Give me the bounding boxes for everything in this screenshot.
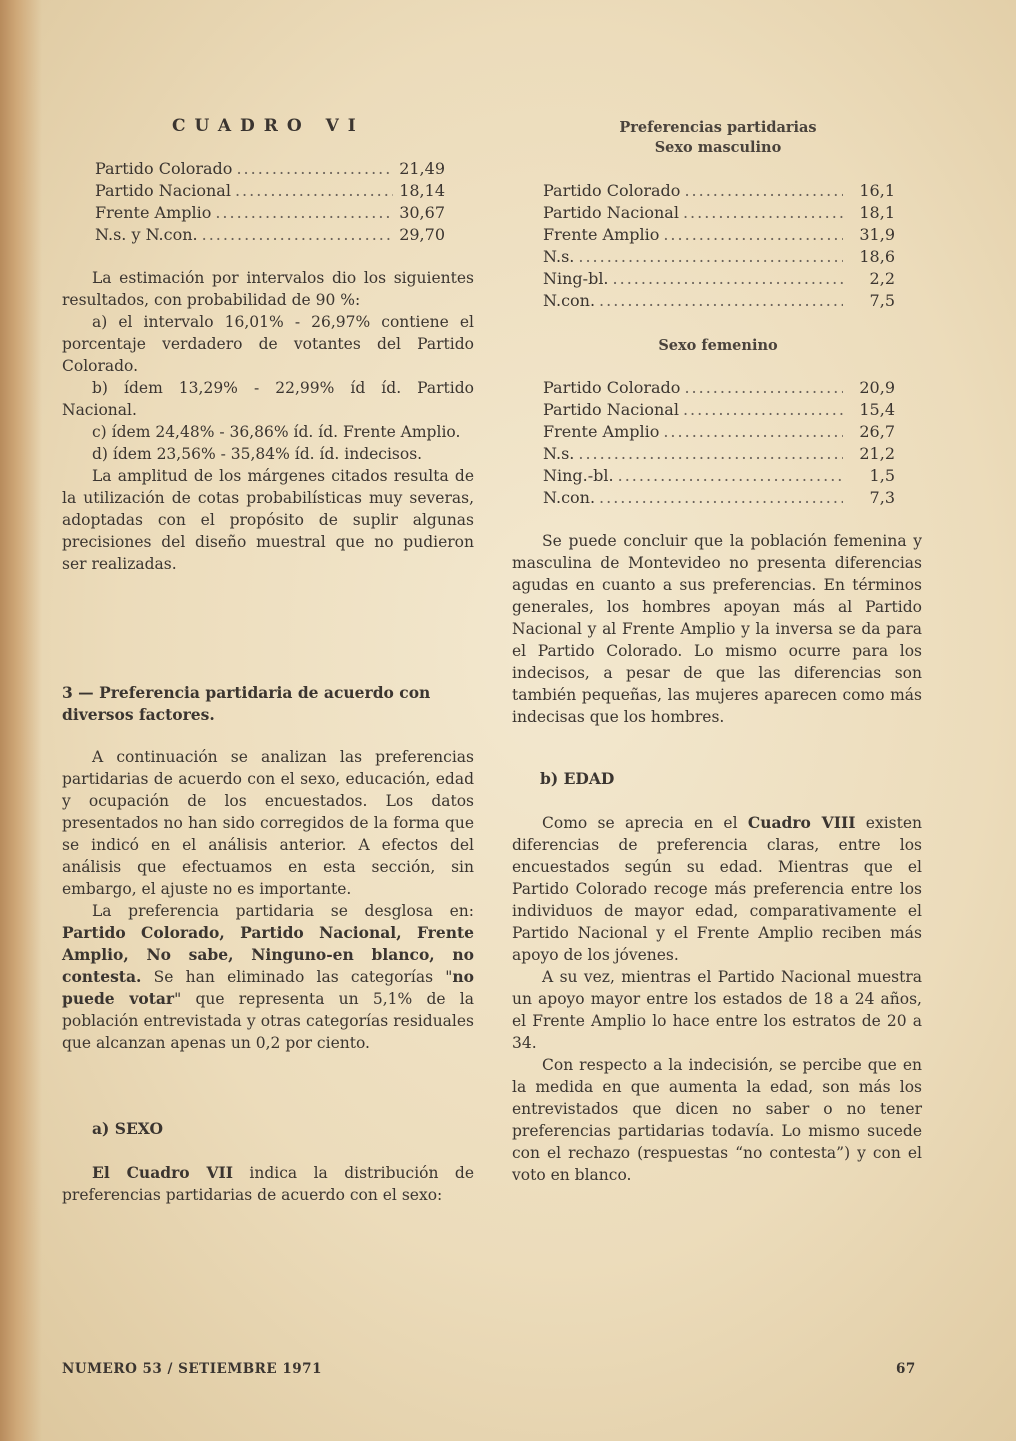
text-run-bold: Partido Colorado, Partido Nacional, Frente Amplio, No sabe, Ninguno-en blanco, no contesta. <box>62 923 474 986</box>
heading-line: Preferencias partidarias <box>619 119 817 136</box>
row-label: N.con. <box>543 291 596 310</box>
row-value: 7,3 <box>869 488 895 507</box>
table-row <box>543 224 895 246</box>
table-row <box>543 421 895 443</box>
left-column-end <box>62 1162 474 1206</box>
section-3-heading: 3 — Preferencia partidaria de acuerdo con diversos factores. <box>62 683 431 724</box>
row-value: 2,2 <box>869 269 895 288</box>
paragraph: c) ídem 24,48% - 36,86% íd. íd. Frente Amplio. <box>92 423 461 441</box>
table-row <box>95 224 445 246</box>
row-label: Partido Colorado <box>95 159 233 178</box>
row-label: Partido Nacional <box>543 203 679 222</box>
row-value: 30,67 <box>399 203 445 222</box>
text-run-bold: El Cuadro VII <box>92 1163 233 1182</box>
paragraph: a) el intervalo 16,01% - 26,97% contiene el porcentaje verdadero de votantes del Partido Colorado. <box>62 313 474 375</box>
row-value: 21,49 <box>399 159 445 178</box>
text-run: Se han eliminado las categorías " <box>141 968 453 986</box>
row-value: 29,70 <box>399 225 445 244</box>
cuadro-vi-title: CUADRO VI <box>172 116 365 136</box>
table-row <box>95 158 445 180</box>
text-run: indica la distribución de preferencias partidarias de acuerdo con el sexo: <box>62 1164 474 1204</box>
page-number: 67 <box>896 1361 916 1377</box>
row-label: Frente Amplio <box>95 203 212 222</box>
table-row <box>95 180 445 202</box>
table-row <box>543 443 895 465</box>
row-value: 20,9 <box>859 378 895 397</box>
table-row <box>95 202 445 224</box>
table-row <box>543 290 895 312</box>
row-value: 1,5 <box>869 466 895 485</box>
table-row <box>543 202 895 224</box>
row-label: Partido Nacional <box>543 400 679 419</box>
row-value: 18,14 <box>399 181 445 200</box>
cuadro-vi-table <box>95 158 445 246</box>
table-row <box>543 399 895 421</box>
paragraph: La amplitud de los márgenes citados resulta de la utilización de cotas probabilísticas muy severas, adoptadas con el propósito de suplir algunas precisiones del diseño muestral que no pudieron ser realizadas. <box>62 467 474 573</box>
right-column-edad <box>512 812 922 1186</box>
row-label: Partido Colorado <box>543 378 681 397</box>
masculino-table <box>543 180 895 312</box>
edad-heading: b) EDAD <box>540 769 615 788</box>
paragraph <box>512 812 922 966</box>
table-row <box>543 246 895 268</box>
text-run-bold: Cuadro VIII <box>747 813 856 832</box>
table-row <box>543 377 895 399</box>
page-edge-shadow <box>0 0 42 1441</box>
paragraph: A su vez, mientras el Partido Nacional muestra un apoyo mayor entre los estados de 18 a 24 años, el Frente Amplio lo hace entre los estratos de 20 a 34. <box>512 968 922 1052</box>
row-value: 16,1 <box>859 181 895 200</box>
row-label: Partido Nacional <box>95 181 231 200</box>
masculino-heading <box>560 118 876 158</box>
row-label: Frente Amplio <box>543 225 660 244</box>
table-row <box>543 180 895 202</box>
row-label: Frente Amplio <box>543 422 660 441</box>
paragraph: Con respecto a la indecisión, se percibe que en la medida en que aumenta la edad, son más los entrevistados que dicen no saber o no tener preferencias partidarias todavía. Lo mismo sucede con el rechazo (respuestas “no contesta”) y con el voto en blanco. <box>512 1056 922 1184</box>
table-row <box>543 268 895 290</box>
text-run: " que representa un 5,1% de la población entrevistada y otras categorías residuales que alcanzan apenas un 0,2 por ciento. <box>62 990 475 1052</box>
paragraph: La estimación por intervalos dio los siguientes resultados, con probabilidad de 90 %: <box>62 269 474 309</box>
paragraph: b) ídem 13,29% - 22,99% íd íd. Partido Nacional. <box>62 379 474 419</box>
heading-line: Sexo masculino <box>654 139 782 156</box>
row-label: N.s. <box>543 444 575 463</box>
femenino-table <box>543 377 895 509</box>
row-value: 15,4 <box>859 400 895 419</box>
femenino-heading: Sexo femenino <box>658 337 778 354</box>
text-run: existen diferencias de preferencia claras, entre los encuestados según su edad. Mientras que el Partido Colorado recoge más preferencia entre los individuos de mayor edad, comparativamente el Partido Nacional y el Frente Amplio reciben más apoyo de los jóvenes. <box>512 814 923 964</box>
row-label: Ning.-bl. <box>543 466 614 485</box>
paragraph: A continuación se analizan las preferencias partidarias de acuerdo con el sexo, educación, edad y ocupación de los encuestados. Los datos presentados no han sido corregidos de la forma que se indicó en el análisis anterior. A efectos del análisis que efectuamos en esta sección, sin embargo, el ajuste no es importante. <box>62 748 474 898</box>
paragraph <box>62 1162 474 1206</box>
right-column-conclusion <box>512 530 922 728</box>
text-run-bold: no puede votar <box>62 967 474 1008</box>
text-run: Como se aprecia en el <box>542 814 748 832</box>
sexo-heading: a) SEXO <box>92 1119 164 1138</box>
row-label: N.con. <box>543 488 596 507</box>
paragraph: Se puede concluir que la población femenina y masculina de Montevideo no presenta diferencias agudas en cuanto a sus preferencias. En términos generales, los hombres apoyan más al Partido Nacional y al Frente Amplio y la inversa se da para el Partido Colorado. Lo mismo ocurre para los indecisos, a pesar de que las diferencias son también pequeñas, las mujeres aparecen como más indecisas que los hombres. <box>512 532 922 726</box>
row-value: 21,2 <box>859 444 895 463</box>
paragraph: d) ídem 23,56% - 35,84% íd. íd. indecisos. <box>92 445 423 463</box>
paragraph <box>62 900 474 1054</box>
row-value: 18,6 <box>859 247 895 266</box>
text-run: La preferencia partidaria se desglosa en: <box>92 902 474 920</box>
table-row <box>543 487 895 509</box>
left-column-intro <box>62 267 474 575</box>
row-value: 18,1 <box>859 203 895 222</box>
row-value: 26,7 <box>859 422 895 441</box>
row-value: 7,5 <box>869 291 895 310</box>
row-value: 31,9 <box>859 225 895 244</box>
row-label: Ning-bl. <box>543 269 609 288</box>
table-row <box>543 465 895 487</box>
issue-footer: NUMERO 53 / SETIEMBRE 1971 <box>62 1361 322 1377</box>
left-column-body <box>62 746 474 1054</box>
row-label: N.s. <box>543 247 575 266</box>
row-label: Partido Colorado <box>543 181 681 200</box>
row-label: N.s. y N.con. <box>95 225 198 244</box>
